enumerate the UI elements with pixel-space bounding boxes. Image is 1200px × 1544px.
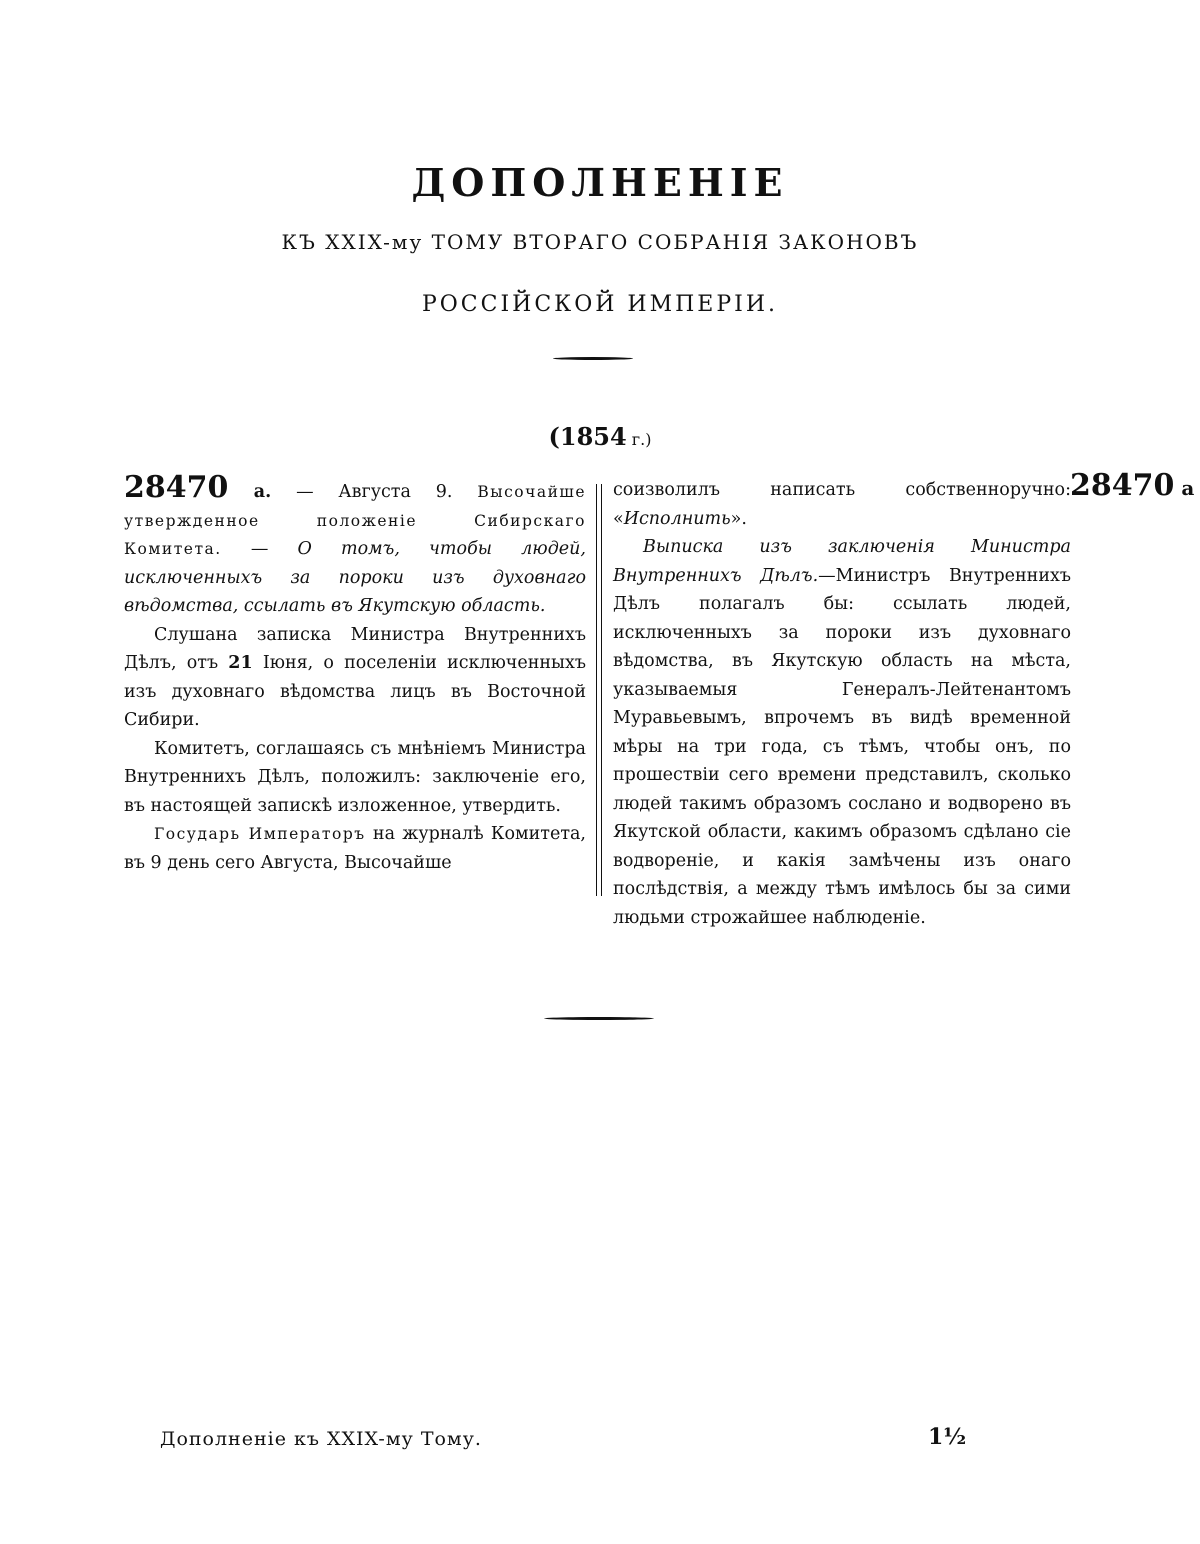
top-rule: [553, 357, 633, 360]
year-suffix: г.): [626, 430, 652, 449]
year-open-paren: (: [548, 422, 560, 451]
column-divider: [596, 484, 602, 896]
paragraph-4-emperor: Государь Императоръ: [154, 825, 366, 843]
year-heading: [0, 422, 1200, 451]
right-column: [613, 476, 1071, 932]
entry-subject: О томъ, чтобы людей, исключенныхъ за пороки изъ духовнаго вѣдомства, ссылать въ Якутскую область.: [124, 539, 586, 616]
entry-dash: —: [221, 539, 298, 559]
entry-approval: Высочайше утвержденное положеніе Сибирскаго Комитета.: [124, 483, 586, 558]
right-paragraph-1-end: ».: [730, 508, 747, 529]
entry-paragraph-4: [124, 820, 586, 877]
paragraph-4-text: на журналѣ Комитета, въ 9 день сего Августа, Высочайше: [124, 824, 586, 873]
paragraph-2-date: 21: [228, 653, 253, 673]
document-subtitle: КЪ XXIX-му ТОМУ ВТОРАГО СОБРАНІЯ ЗАКОНОВЪ: [281, 230, 919, 254]
paragraph-2-text-a: Слушана записка Министра Внутреннихъ Дѣлъ, отъ: [124, 624, 586, 673]
right-paragraph-2-text: —Министръ Внутреннихъ Дѣлъ полагалъ бы: ссылать людей, исключенныхъ за пороки изъ духовнаго вѣдомства, въ Якутскую область на мѣста, указываемыя Генералъ-Лейтенантомъ Муравьевымъ, впрочемъ въ видѣ временной мѣры на три года, съ тѣмъ, чтобы онъ, по прошествіи сего времени представилъ, сколько людей такимъ образомъ сослано и водворено въ Якутской области, какимъ образомъ сдѣлано сіе водвореніе, и какія замѣчены изъ онаго послѣдствія, а между тѣмъ имѣлось бы за сими людьми строжайшее наблюденіе.: [613, 565, 1071, 928]
entry-number: 28470: [124, 470, 229, 505]
entry-heading-paragraph: [124, 470, 586, 621]
right-paragraph-2-italic: Выписка изъ заключенія Министра Внутреннихъ Дѣлъ.: [613, 537, 1071, 586]
footer-text: Дополненіе къ XXIX-му Тому.: [160, 1428, 482, 1450]
right-paragraph-1-text: соизволилъ написать собственноручно: «: [613, 480, 1071, 529]
entry-letter: а.: [228, 482, 272, 502]
right-paragraph-1: [613, 476, 1071, 533]
document-title: ДОПОЛНЕНІЕ: [411, 160, 789, 205]
right-paragraph-2: [613, 533, 1071, 932]
margin-number-value: 28470: [1070, 468, 1175, 503]
margin-number-letter: а: [1174, 476, 1195, 500]
entry-date: — Августа 9.: [271, 482, 478, 502]
bottom-rule: [544, 1017, 654, 1020]
left-column: [124, 470, 586, 877]
paragraph-2-text-b: Іюня, о поселеніи исключенныхъ изъ духовнаго вѣдомства лицъ въ Восточной Сибири.: [124, 653, 586, 730]
right-paragraph-1-italic: Исполнить: [623, 508, 731, 529]
year-number: 1854: [559, 422, 627, 451]
entry-paragraph-3: Комитетъ, соглашаясь съ мнѣніемъ Министра Внутреннихъ Дѣлъ, положилъ: заключеніе его, въ настоящей запискѣ изложенное, утвердить.: [124, 738, 586, 816]
signature-mark: 1½: [928, 1424, 967, 1450]
entry-paragraph-2: [124, 621, 586, 735]
margin-entry-number: [1070, 468, 1194, 503]
document-subtitle-line2: РОССІЙСКОЙ ИМПЕРІИ.: [421, 292, 779, 317]
